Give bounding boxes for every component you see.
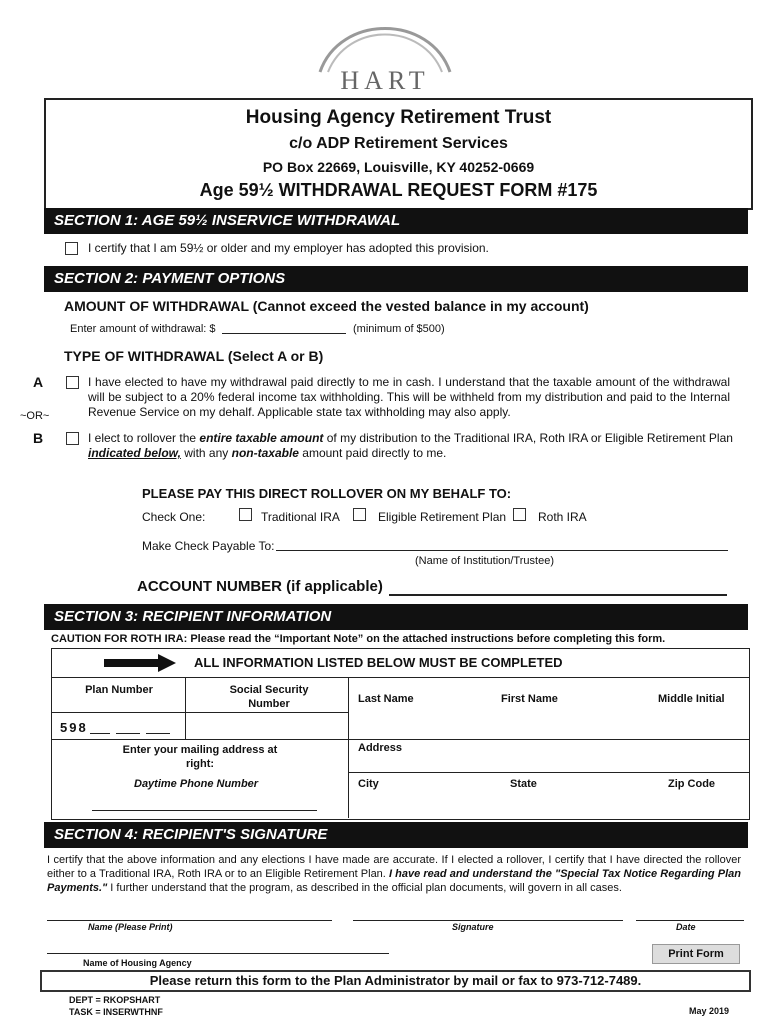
recipient-grid [51,648,750,820]
grid-divider [348,772,750,773]
signature-label: Signature [452,922,494,932]
care-of: c/o ADP Retirement Services [289,135,508,152]
roth-ira-checkbox[interactable] [513,508,526,521]
form-title: Age 59½ WITHDRAWAL REQUEST FORM #175 [199,180,598,200]
form-date: May 2019 [689,1006,730,1016]
option-b-letter: B [33,430,44,446]
plan-number-prefix: 598 [60,720,88,735]
state-label: State [510,778,537,790]
amount-label: Enter amount of withdrawal: $ [70,323,216,335]
roth-caution: CAUTION FOR ROTH IRA: Please read the “Important Note” on the attached instructions before completing this form. [51,633,666,645]
option-b-checkbox[interactable] [66,432,79,445]
housing-agency-input[interactable] [47,953,389,954]
phone-input[interactable] [92,810,317,811]
city-label: City [358,778,379,790]
logo-text: HART [340,66,430,95]
account-input[interactable] [389,594,727,596]
last-name-label: Last Name [358,693,414,705]
task-code: TASK = INSERWTHNF [69,1007,163,1017]
plan-title: Housing Agency Retirement Trust [245,107,552,128]
type-heading: TYPE OF WITHDRAWAL (Select A or B) [64,348,324,364]
plan-number-input[interactable] [146,733,170,734]
signature-certification: I certify that the above information and any elections I have made are accurate. If I elected a rollover, I certify that I have directed the rollover either to a Traditional IRA, Roth IRA or to an Eligible Retirement Plan. I have read and understand the "Special Tax Notice Regarding Plan Payments." I further understand that the program, as described in the official plan documents, will govern in all cases. [47,854,742,894]
section3-header: SECTION 3: RECIPIENT INFORMATION [44,604,748,630]
option-b-text: I elect to rollover the entire taxable amount of my distribution to the Traditional IRA, Roth IRA or Eligible Retirement Plan indicated below, with any non-taxable amount paid directly to me. [88,431,733,460]
zip-label: Zip Code [668,778,716,790]
payable-input[interactable] [276,550,728,551]
rollover-heading: PLEASE PAY THIS DIRECT ROLLOVER ON MY BEHALF TO: [142,486,512,501]
age-certify-label: I certify that I am 59½ or older and my employer has adopted this provision. [88,241,489,255]
signature-input[interactable] [353,920,623,921]
traditional-ira-label: Traditional IRA [261,510,340,524]
first-name-label: First Name [501,693,558,705]
arrow-right-icon [104,654,176,672]
grid-divider [348,677,349,818]
grid-divider [51,712,348,713]
eligible-plan-checkbox[interactable] [353,508,366,521]
address: PO Box 22669, Louisville, KY 40252-0669 [262,159,535,175]
plan-number-header: Plan Number [85,684,153,696]
roth-ira-label: Roth IRA [538,510,587,524]
name-print-label: Name (Please Print) [88,922,173,932]
option-a-checkbox[interactable] [66,376,79,389]
housing-agency-label: Name of Housing Agency [83,958,192,968]
plan-number-input[interactable] [90,733,110,734]
grid-divider [185,677,186,739]
section1-header: SECTION 1: AGE 59½ INSERVICE WITHDRAWAL [44,208,748,234]
amount-heading: AMOUNT OF WITHDRAWAL (Cannot exceed the vested balance in my account) [64,298,589,314]
enter-address-label: Enter your mailing address at right: [122,744,278,770]
plan-number-input[interactable] [116,733,140,734]
option-a-letter: A [33,374,44,390]
age-certify-checkbox[interactable] [65,242,78,255]
name-print-input[interactable] [47,920,332,921]
grid-divider [51,739,750,740]
logo-arc-icon [300,4,470,74]
section2-header: SECTION 2: PAYMENT OPTIONS [44,266,748,292]
check-one-label: Check One: [142,510,206,524]
date-label: Date [676,922,696,932]
daytime-phone-label: Daytime Phone Number [134,778,259,790]
account-label: ACCOUNT NUMBER (if applicable) [137,578,383,595]
payable-caption: (Name of Institution/Trustee) [415,555,554,567]
logo [0,0,770,98]
amount-minimum: (minimum of $500) [353,323,445,335]
payable-label: Make Check Payable To: [142,539,275,553]
grid-divider [51,677,750,678]
or-text: ~OR~ [20,410,50,422]
middle-initial-label: Middle Initial [658,693,725,705]
print-form-button[interactable]: Print Form [652,944,740,964]
amount-input[interactable] [222,333,346,334]
address-label: Address [358,742,403,754]
ssn-header: Social Security Number [229,684,309,710]
date-input[interactable] [636,920,744,921]
option-a-text: I have elected to have my withdrawal paid directly to me in cash. I understand that the taxable amount of the withdrawal will be subject to a 20% federal income tax withholding. This will be withheld from my distribution and paid to the Internal Revenue Service on my dehalf. Applicable state tax withholding may also apply. [88,375,730,419]
section4-header: SECTION 4: RECIPIENT'S SIGNATURE [44,822,748,848]
return-instructions: Please return this form to the Plan Administrator by mail or fax to 973-712-7489. [40,970,751,992]
traditional-ira-checkbox[interactable] [239,508,252,521]
dept-code: DEPT = RKOPSHART [69,995,161,1005]
eligible-plan-label: Eligible Retirement Plan [378,510,507,524]
completion-banner: ALL INFORMATION LISTED BELOW MUST BE COMPLETED [194,655,563,670]
